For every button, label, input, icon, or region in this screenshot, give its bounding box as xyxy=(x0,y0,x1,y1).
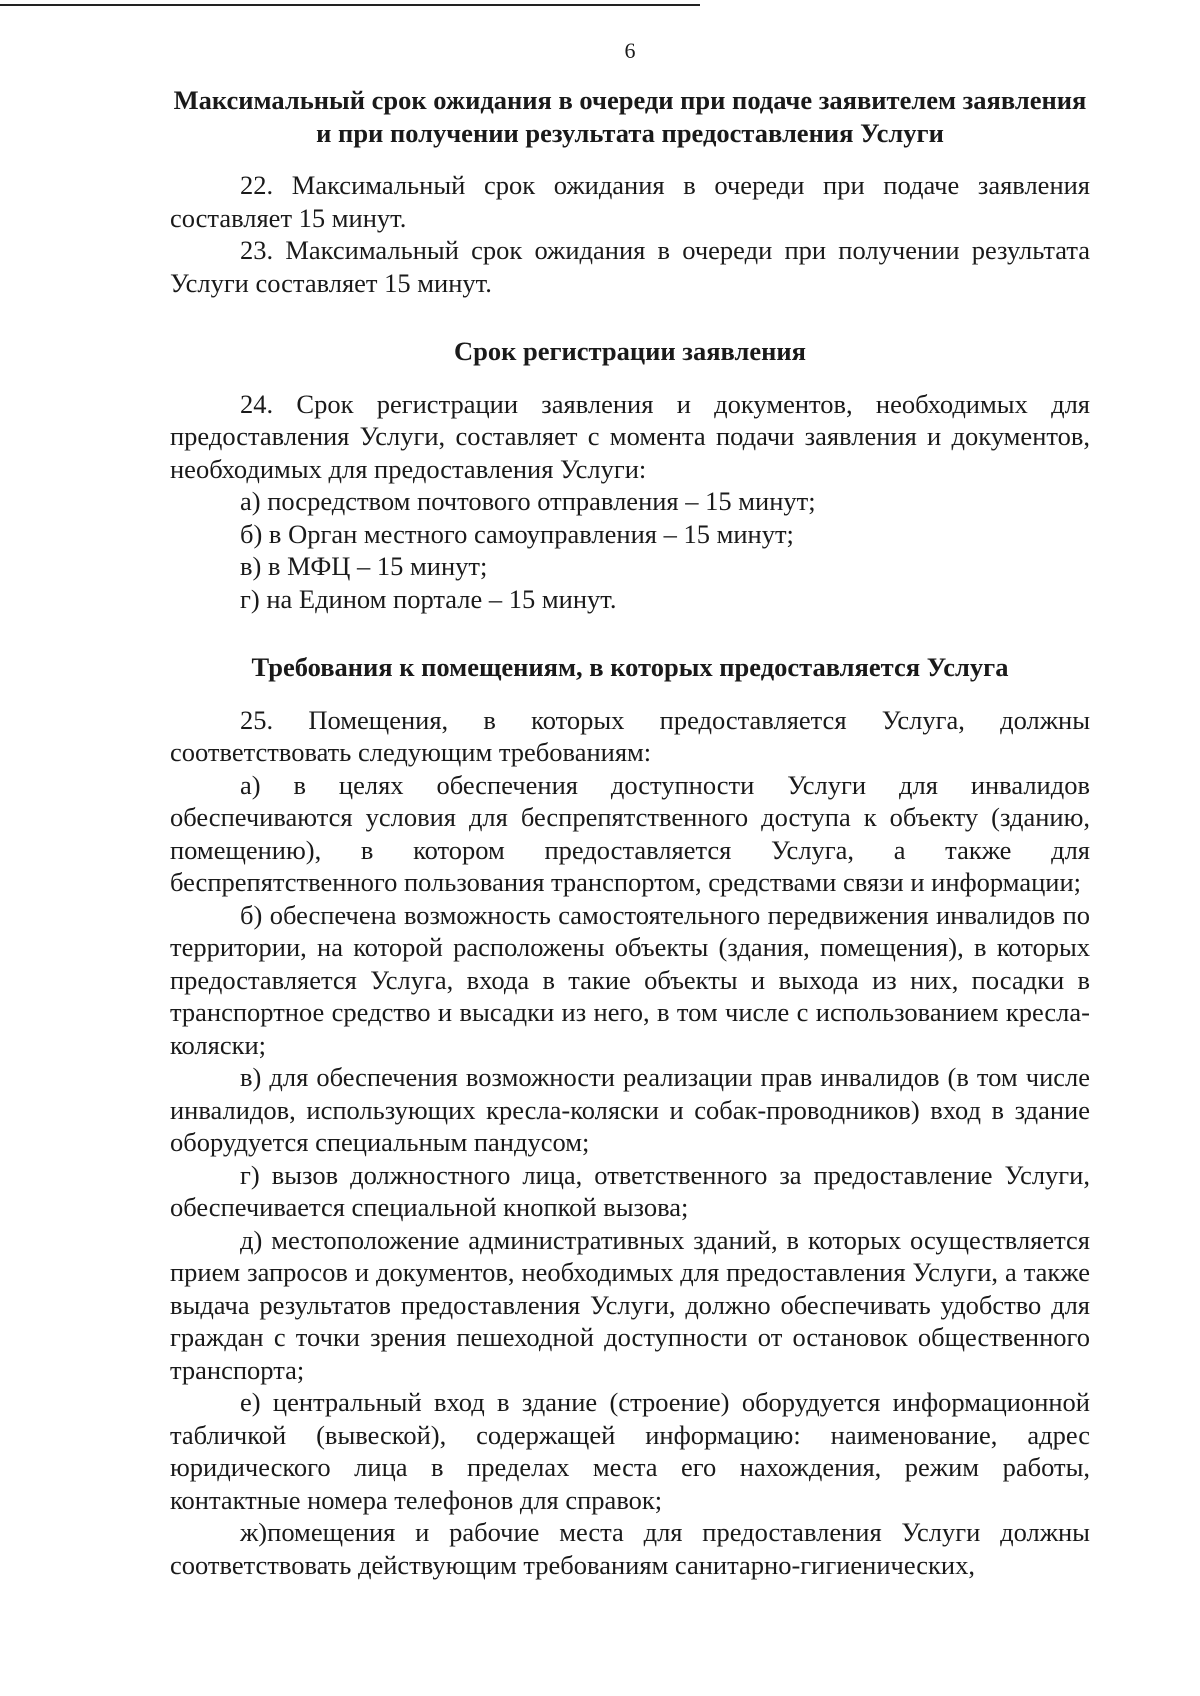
paragraph-22: 22. Максимальный срок ожидания в очереди при подаче заявления составляет 15 минут. xyxy=(170,170,1090,233)
paragraph-23: 23. Максимальный срок ожидания в очереди при получении результата Услуги составляет 15 минут. xyxy=(170,235,1090,298)
paragraph-24: 24. Срок регистрации заявления и документов, необходимых для предоставления Услуги, составляет с момента подачи заявления и документов, необходимых для предоставления Услуги: xyxy=(170,388,1090,484)
list-item-25v: в) для обеспечения возможности реализации прав инвалидов (в том числе инвалидов, использующих кресла-коляски и собак-проводников) вход в здание оборудуется специальным пандусом; xyxy=(170,1062,1090,1157)
page-number: 6 xyxy=(624,38,636,63)
list-item-24b: б) в Орган местного самоуправления – 15 минут; xyxy=(240,518,794,549)
scan-top-rule xyxy=(0,4,700,6)
list-item-24v: в) в МФЦ – 15 минут; xyxy=(240,551,488,581)
heading-queue: Максимальный срок ожидания в очереди при подаче заявителем заявления и при получении результата предоставления Услуги xyxy=(173,85,1087,148)
heading-registration: Срок регистрации заявления xyxy=(453,336,807,366)
list-item-25zh: ж)помещения и рабочие места для предоставления Услуги должны соответствовать действующим требованиям санитарно-гигиенических, xyxy=(170,1517,1090,1580)
list-item-25g: г) вызов должностного лица, ответственного за предоставление Услуги, обеспечивается специальной кнопкой вызова; xyxy=(170,1159,1090,1222)
list-item-25a: а) в целях обеспечения доступности Услуги для инвалидов обеспечиваются условия для беспрепятственного доступа к объекту (зданию, помещению), в котором предоставляется Услуга, а также для беспрепятственного пользования транспортом, средствами связи и информации; xyxy=(170,769,1090,897)
document-body xyxy=(170,84,1090,1581)
list-item-25e: е) центральный вход в здание (строение) оборудуется информационной табличкой (вывеской), содержащей информацию: наименование, адрес юридического лица в пределах места его нахождения, режим работы, контактные номера телефонов для справок; xyxy=(170,1387,1090,1515)
list-item-24g: г) на Едином портале – 15 минут. xyxy=(240,583,617,614)
list-item-24a: а) посредством почтового отправления – 15 минут; xyxy=(240,486,816,516)
heading-premises: Требования к помещениям, в которых предоставляется Услуга xyxy=(251,652,1009,682)
list-item-25b: б) обеспечена возможность самостоятельного передвижения инвалидов по территории, на которой расположены объекты (здания, помещения), в которых предоставляется Услуга, входа в такие объекты и выхода из них, посадки в транспортное средство и высадки из него, в том числе с использованием кресла-коляски; xyxy=(170,899,1090,1060)
paragraph-25: 25. Помещения, в которых предоставляется Услуга, должны соответствовать следующим требованиям: xyxy=(170,704,1090,767)
list-item-25d: д) местоположение административных зданий, в которых осуществляется прием запросов и документов, необходимых для предоставления Услуги, а также выдача результатов предоставления Услуги, должно обеспечивать удобство для граждан с точки зрения пешеходной доступности от остановок общественного транспорта; xyxy=(170,1224,1090,1385)
